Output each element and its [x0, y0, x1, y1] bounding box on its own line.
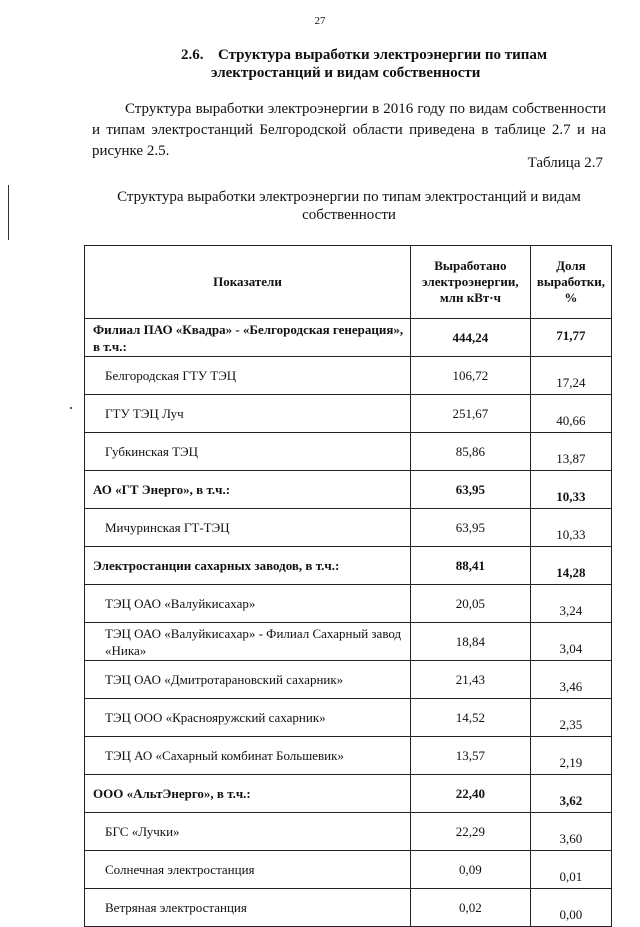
row-share: 10,33	[530, 471, 611, 509]
row-name: БГС «Лучки»	[85, 813, 411, 851]
table-row	[85, 357, 612, 395]
row-share: 3,60	[530, 813, 611, 851]
page-number: 27	[314, 15, 326, 27]
section-heading	[181, 46, 547, 82]
row-generated: 0,09	[410, 851, 530, 889]
table-row	[85, 585, 612, 623]
row-share: 3,04	[530, 623, 611, 661]
table-row	[85, 699, 612, 737]
row-generated: 13,57	[410, 737, 530, 775]
row-name: Ветряная электростанция	[85, 889, 411, 927]
section-title-line2: электростанций и видам собственности	[211, 65, 481, 81]
row-share: 0,00	[530, 889, 611, 927]
row-generated: 63,95	[410, 509, 530, 547]
row-generated: 63,95	[410, 471, 530, 509]
table-row	[85, 433, 612, 471]
row-generated: 21,43	[410, 661, 530, 699]
row-name: Солнечная электростанция	[85, 851, 411, 889]
table-row	[85, 547, 612, 585]
row-share: 10,33	[530, 509, 611, 547]
header-name: Показатели	[85, 246, 411, 319]
row-name: Белгородская ГТУ ТЭЦ	[85, 357, 411, 395]
row-generated: 0,02	[410, 889, 530, 927]
section-number: 2.6.	[181, 47, 204, 63]
header-generated: Выработано электроэнергии, млн кВт·ч	[410, 246, 530, 319]
row-share: 3,62	[530, 775, 611, 813]
row-generated: 20,05	[410, 585, 530, 623]
row-name: ТЭЦ ОАО «Валуйкисахар»	[85, 585, 411, 623]
row-generated: 22,40	[410, 775, 530, 813]
scan-speck	[70, 407, 72, 409]
row-name: Губкинская ТЭЦ	[85, 433, 411, 471]
row-name: Мичуринская ГТ-ТЭЦ	[85, 509, 411, 547]
table-row	[85, 319, 612, 357]
row-share: 2,19	[530, 737, 611, 775]
row-generated: 22,29	[410, 813, 530, 851]
row-name: ООО «АльтЭнерго», в т.ч.:	[85, 775, 411, 813]
row-share: 40,66	[530, 395, 611, 433]
table-row	[85, 509, 612, 547]
body-paragraph	[92, 99, 606, 162]
row-share: 3,46	[530, 661, 611, 699]
table-caption: Структура выработки электроэнергии по типам электростанций и видам собственности	[117, 189, 581, 223]
row-name: Филиал ПАО «Квадра» - «Белгородская генерация», в т.ч.:	[85, 319, 411, 357]
row-generated: 444,24	[410, 319, 530, 357]
table-body	[85, 319, 612, 927]
paragraph-text: Структура выработки электроэнергии в 2016 году по видам собственности и типам электростанций Белгородской области приведена в таблице 2.7 и на рисунке 2.5.	[92, 101, 606, 159]
table-row	[85, 889, 612, 927]
row-generated: 85,86	[410, 433, 530, 471]
generation-table	[84, 245, 612, 927]
row-share: 13,87	[530, 433, 611, 471]
row-generated: 106,72	[410, 357, 530, 395]
table-row	[85, 737, 612, 775]
row-share: 17,24	[530, 357, 611, 395]
table-header-row	[85, 246, 612, 319]
row-share: 0,01	[530, 851, 611, 889]
row-generated: 88,41	[410, 547, 530, 585]
row-name: АО «ГТ Энерго», в т.ч.:	[85, 471, 411, 509]
table-row	[85, 851, 612, 889]
row-generated: 14,52	[410, 699, 530, 737]
row-share: 71,77	[530, 319, 611, 357]
row-name: ГТУ ТЭЦ Луч	[85, 395, 411, 433]
row-name: ТЭЦ ООО «Краснояружский сахарник»	[85, 699, 411, 737]
row-name: ТЭЦ АО «Сахарный комбинат Большевик»	[85, 737, 411, 775]
row-name: Электростанции сахарных заводов, в т.ч.:	[85, 547, 411, 585]
table-row	[85, 661, 612, 699]
row-generated: 251,67	[410, 395, 530, 433]
row-share: 3,24	[530, 585, 611, 623]
row-share: 2,35	[530, 699, 611, 737]
table-row	[85, 775, 612, 813]
margin-mark	[8, 185, 9, 240]
table-label: Таблица 2.7	[527, 155, 603, 171]
row-share: 14,28	[530, 547, 611, 585]
row-generated: 18,84	[410, 623, 530, 661]
header-share: Доля выработки, %	[530, 246, 611, 319]
row-name: ТЭЦ ОАО «Валуйкисахар» - Филиал Сахарный завод «Ника»	[85, 623, 411, 661]
table-row	[85, 395, 612, 433]
table-row	[85, 471, 612, 509]
section-title-line1: Структура выработки электроэнергии по типам	[218, 47, 548, 63]
table-row	[85, 623, 612, 661]
row-name: ТЭЦ ОАО «Дмитротарановский сахарник»	[85, 661, 411, 699]
table-row	[85, 813, 612, 851]
